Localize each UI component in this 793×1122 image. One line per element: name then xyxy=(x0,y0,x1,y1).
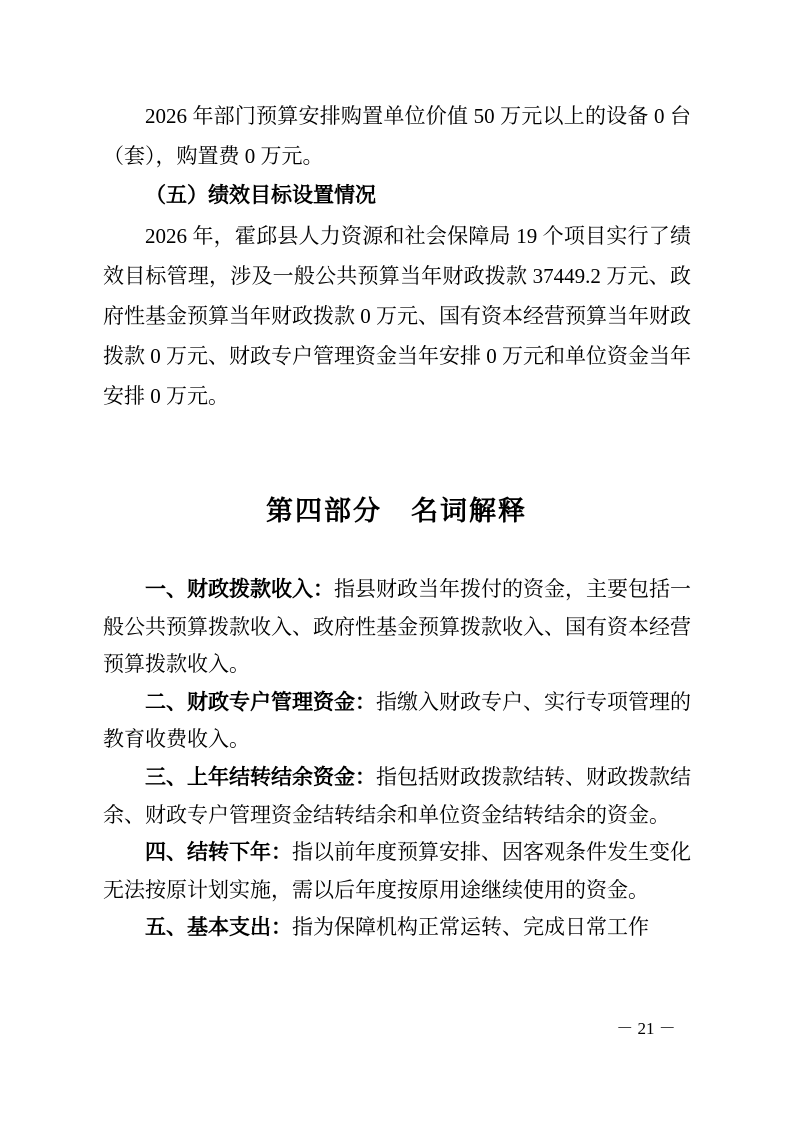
definition-term-5: 五、基本支出： xyxy=(145,916,292,940)
definition-item-4 xyxy=(103,834,691,909)
definition-text-2: 指缴入财政专户、实行专项管理的教育收费收入。 xyxy=(103,689,691,752)
part-four-title: 第四部分 名词解释 xyxy=(266,496,527,526)
definition-text-3: 指包括财政拨款结转、财政拨款结余、财政专户管理资金结转结余和单位资金结转结余的资金。 xyxy=(103,764,691,827)
definition-term-2: 二、财政专户管理资金： xyxy=(145,690,376,714)
definition-item-3 xyxy=(103,759,691,834)
definition-term-3: 三、上年结转结余资金： xyxy=(145,765,376,789)
definition-term-4: 四、结转下年： xyxy=(145,841,292,865)
definition-item-1 xyxy=(103,571,691,684)
definition-term-1: 一、财政拨款收入： xyxy=(145,578,334,601)
definition-item-2 xyxy=(103,684,691,759)
glossary-section xyxy=(103,571,691,947)
performance-goals-paragraph: 2026 年，霍邱县人力资源和社会保障局 19 个项目实行了绩效目标管理，涉及一般公共预算当年财政拨款 37449.2 万元、政府性基金预算当年财政拨款 0 万元、国有资本经营预算当年财政拨款 0 万元、财政专户管理资金当年安排 0 万元和单位资金当年安排 0 万元。 xyxy=(103,224,691,408)
definition-text-5: 指为保障机构正常运转、完成日常工作 xyxy=(292,915,649,940)
equipment-purchase-paragraph: 2026 年部门预算安排购置单位价值 50 万元以上的设备 0 台（套），购置费 0 万元。 xyxy=(103,104,691,168)
page-number: － 21 － xyxy=(616,1019,676,1038)
performance-goals-heading: （五）绩效目标设置情况 xyxy=(145,184,376,207)
definition-text-1: 指县财政当年拨付的资金，主要包括一般公共预算拨款收入、政府性基金预算拨款收入、国有资本经营预算拨款收入。 xyxy=(103,577,691,677)
budget-overview-section xyxy=(103,96,691,416)
definition-text-4: 指以前年度预算安排、因客观条件发生变化无法按原计划实施，需以后年度按原用途继续使用的资金。 xyxy=(103,840,691,902)
definition-item-5 xyxy=(103,909,691,947)
